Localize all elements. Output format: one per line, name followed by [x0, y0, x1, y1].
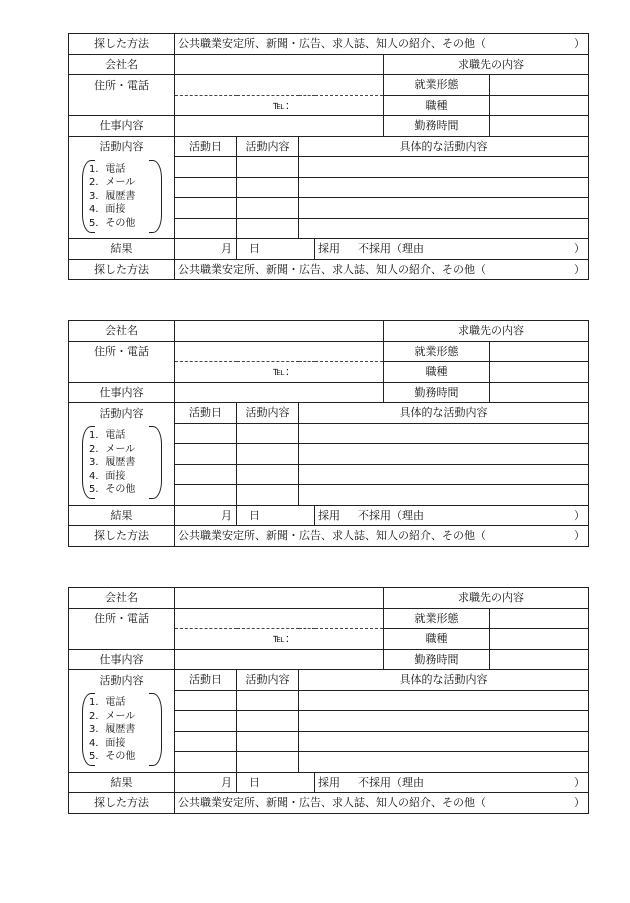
- job-content-label: 仕事内容: [69, 116, 175, 137]
- activity-detail-cell[interactable]: [299, 485, 589, 506]
- hired-option[interactable]: 採用: [318, 242, 340, 256]
- activity-type-cell[interactable]: [237, 444, 299, 465]
- activity-date-cell[interactable]: [175, 485, 237, 506]
- activity-option: 4．面接: [89, 470, 126, 482]
- address-phone-label: 住所・電話: [69, 341, 175, 362]
- phone-field[interactable]: [175, 95, 384, 116]
- search-method-row: [69, 34, 589, 55]
- result-month[interactable]: 月: [175, 772, 237, 793]
- occupation-label: 職種: [384, 362, 490, 383]
- activity-detail-cell[interactable]: [299, 423, 589, 444]
- employment-type-field[interactable]: [490, 341, 589, 362]
- activity-content-label: 活動内容: [69, 136, 175, 157]
- activity-option: 1．電話: [89, 430, 126, 441]
- activity-option: 3．履歴書: [89, 190, 136, 202]
- address-phone-label: 住所・電話: [69, 75, 175, 96]
- company-name-field[interactable]: [175, 54, 384, 75]
- occupation-label: 職種: [384, 629, 490, 650]
- close-paren: ）: [574, 37, 586, 51]
- result-day[interactable]: 日: [237, 772, 315, 793]
- activity-options-bracket: [82, 426, 162, 499]
- working-hours-label: 勤務時間: [384, 116, 490, 137]
- activity-date-cell[interactable]: [175, 731, 237, 752]
- occupation-field[interactable]: [490, 629, 589, 650]
- search-method-options: 公共職業安定所、新聞・広告、求人誌、知人の紹介、その他（: [178, 529, 486, 543]
- activity-option: 4．面接: [89, 204, 126, 215]
- activity-options: [69, 690, 175, 772]
- job-offer-content-label: 求職先の内容: [384, 54, 589, 75]
- search-method-field[interactable]: [175, 259, 589, 280]
- not-hired-option[interactable]: 不採用（理由: [358, 508, 424, 522]
- hired-option[interactable]: 採用: [318, 508, 340, 522]
- activity-detail-cell[interactable]: [299, 752, 589, 773]
- employment-type-label: 就業形態: [384, 608, 490, 629]
- not-hired-option[interactable]: 不採用（理由: [358, 775, 424, 789]
- activity-options: [69, 157, 175, 239]
- activity-detail-cell[interactable]: [299, 731, 589, 752]
- activity-type-cell[interactable]: [237, 198, 299, 219]
- result-month[interactable]: 月: [175, 505, 237, 526]
- activity-options-bracket: [82, 160, 162, 233]
- tel-label: ℡：: [273, 365, 296, 379]
- activity-detail-header: 具体的な活動内容: [299, 670, 589, 691]
- activity-type-cell[interactable]: [237, 423, 299, 444]
- result-label: 結果: [69, 505, 175, 526]
- job-search-record-3: [68, 587, 588, 814]
- activity-date-header: 活動日: [175, 670, 237, 691]
- job-offer-content-label: 求職先の内容: [384, 588, 589, 609]
- employment-type-field[interactable]: [490, 75, 589, 96]
- job-offer-content-label: 求職先の内容: [384, 321, 589, 342]
- record-table: [68, 587, 589, 814]
- activity-date-cell[interactable]: [175, 690, 237, 711]
- close-paren: ）: [574, 262, 586, 276]
- activity-options: [69, 423, 175, 505]
- employment-type-label: 就業形態: [384, 341, 490, 362]
- activity-detail-header: 具体的な活動内容: [299, 136, 589, 157]
- company-name-label: 会社名: [69, 588, 175, 609]
- activity-date-cell[interactable]: [175, 444, 237, 465]
- close-paren: ）: [574, 242, 586, 256]
- activity-type-cell[interactable]: [237, 177, 299, 198]
- job-search-record-2: [68, 320, 588, 547]
- occupation-field[interactable]: [490, 95, 589, 116]
- working-hours-label: 勤務時間: [384, 382, 490, 403]
- result-day[interactable]: 日: [237, 505, 315, 526]
- activity-detail-cell[interactable]: [299, 690, 589, 711]
- search-method-options: 公共職業安定所、新聞・広告、求人誌、知人の紹介、その他（: [178, 796, 486, 810]
- activity-detail-cell[interactable]: [299, 464, 589, 485]
- activity-options-bracket: [82, 693, 162, 766]
- search-method-label: 探した方法: [69, 34, 175, 55]
- activity-date-cell[interactable]: [175, 752, 237, 773]
- activity-content-header: 活動内容: [237, 136, 299, 157]
- activity-detail-cell[interactable]: [299, 157, 589, 178]
- search-method-label: 探した方法: [69, 793, 175, 814]
- phone-field[interactable]: [175, 629, 384, 650]
- close-paren: ）: [574, 796, 585, 810]
- result-outcome[interactable]: [315, 505, 589, 526]
- working-hours-label: 勤務時間: [384, 649, 490, 670]
- address-field[interactable]: [175, 608, 384, 629]
- activity-content-label: 活動内容: [69, 403, 175, 424]
- activity-type-cell[interactable]: [237, 731, 299, 752]
- activity-content-header: 活動内容: [237, 403, 299, 424]
- job-content-label: 仕事内容: [69, 382, 175, 403]
- result-outcome[interactable]: [315, 239, 589, 260]
- close-paren: ）: [574, 508, 585, 522]
- working-hours-field[interactable]: [490, 649, 589, 670]
- activity-date-cell[interactable]: [175, 177, 237, 198]
- address-phone-label: 住所・電話: [69, 608, 175, 629]
- search-method-options: 公共職業安定所、新聞・広告、求人誌、知人の紹介、その他（: [178, 262, 486, 276]
- close-paren: ）: [574, 529, 585, 543]
- result-month[interactable]: 月: [175, 239, 237, 260]
- company-name-field[interactable]: [175, 321, 384, 342]
- activity-date-header: 活動日: [175, 136, 237, 157]
- address-field[interactable]: [175, 75, 384, 96]
- close-paren: ）: [574, 775, 585, 789]
- working-hours-field[interactable]: [490, 116, 589, 137]
- activity-type-cell[interactable]: [237, 157, 299, 178]
- search-method-options: 公共職業安定所、新聞・広告、求人誌、知人の紹介、その他（: [178, 37, 486, 51]
- activity-type-cell[interactable]: [237, 711, 299, 732]
- job-content-field[interactable]: [175, 382, 384, 403]
- occupation-field[interactable]: [490, 362, 589, 383]
- activity-option: 1．電話: [89, 697, 126, 708]
- activity-option: 1．電話: [89, 163, 126, 175]
- job-content-field[interactable]: [175, 116, 384, 137]
- tel-label: ℡：: [273, 632, 296, 646]
- activity-date-cell[interactable]: [175, 423, 237, 444]
- activity-type-cell[interactable]: [237, 752, 299, 773]
- company-name-label: 会社名: [69, 321, 175, 342]
- activity-date-cell[interactable]: [175, 218, 237, 239]
- result-outcome[interactable]: [315, 772, 589, 793]
- result-label: 結果: [69, 239, 175, 260]
- activity-detail-cell[interactable]: [299, 177, 589, 198]
- search-method-field[interactable]: [175, 793, 589, 814]
- job-search-record-1: [68, 33, 588, 280]
- record-table: [68, 33, 589, 280]
- company-name-field[interactable]: [175, 588, 384, 609]
- address-field[interactable]: [175, 341, 384, 362]
- employment-type-label: 就業形態: [384, 75, 490, 96]
- search-method-label: 探した方法: [69, 259, 175, 280]
- activity-type-cell[interactable]: [237, 464, 299, 485]
- not-hired-option[interactable]: 不採用（理由: [358, 242, 424, 256]
- activity-type-cell[interactable]: [237, 690, 299, 711]
- job-content-label: 仕事内容: [69, 649, 175, 670]
- activity-date-cell[interactable]: [175, 711, 237, 732]
- result-day[interactable]: 日: [237, 239, 315, 260]
- activity-date-header: 活動日: [175, 403, 237, 424]
- tel-label: ℡：: [273, 98, 296, 112]
- activity-content-label: 活動内容: [69, 670, 175, 691]
- activity-detail-cell[interactable]: [299, 218, 589, 239]
- activity-date-cell[interactable]: [175, 464, 237, 485]
- activity-option: 3．履歴書: [89, 724, 136, 735]
- phone-field[interactable]: [175, 362, 384, 383]
- search-method-field[interactable]: [175, 526, 589, 547]
- employment-type-field[interactable]: [490, 608, 589, 629]
- working-hours-field[interactable]: [490, 382, 589, 403]
- activity-option: 5．その他: [89, 217, 136, 229]
- activity-option: 5．その他: [89, 751, 136, 762]
- job-content-field[interactable]: [175, 649, 384, 670]
- search-method-field[interactable]: [175, 34, 589, 55]
- activity-type-cell[interactable]: [237, 485, 299, 506]
- hired-option[interactable]: 採用: [318, 775, 340, 789]
- search-method-label: 探した方法: [69, 526, 175, 547]
- activity-date-cell[interactable]: [175, 198, 237, 219]
- activity-option: 4．面接: [89, 737, 126, 749]
- activity-content-header: 活動内容: [237, 670, 299, 691]
- activity-option: 5．その他: [89, 484, 136, 495]
- result-label: 結果: [69, 772, 175, 793]
- activity-option: 3．履歴書: [89, 457, 136, 468]
- activity-option: 2．メール: [89, 443, 136, 455]
- activity-detail-cell[interactable]: [299, 711, 589, 732]
- activity-date-cell[interactable]: [175, 157, 237, 178]
- record-table: [68, 320, 589, 547]
- company-name-label: 会社名: [69, 54, 175, 75]
- activity-option: 2．メール: [89, 177, 136, 188]
- activity-detail-cell[interactable]: [299, 444, 589, 465]
- activity-option: 2．メール: [89, 710, 136, 722]
- activity-detail-cell[interactable]: [299, 198, 589, 219]
- occupation-label: 職種: [384, 95, 490, 116]
- activity-type-cell[interactable]: [237, 218, 299, 239]
- activity-detail-header: 具体的な活動内容: [299, 403, 589, 424]
